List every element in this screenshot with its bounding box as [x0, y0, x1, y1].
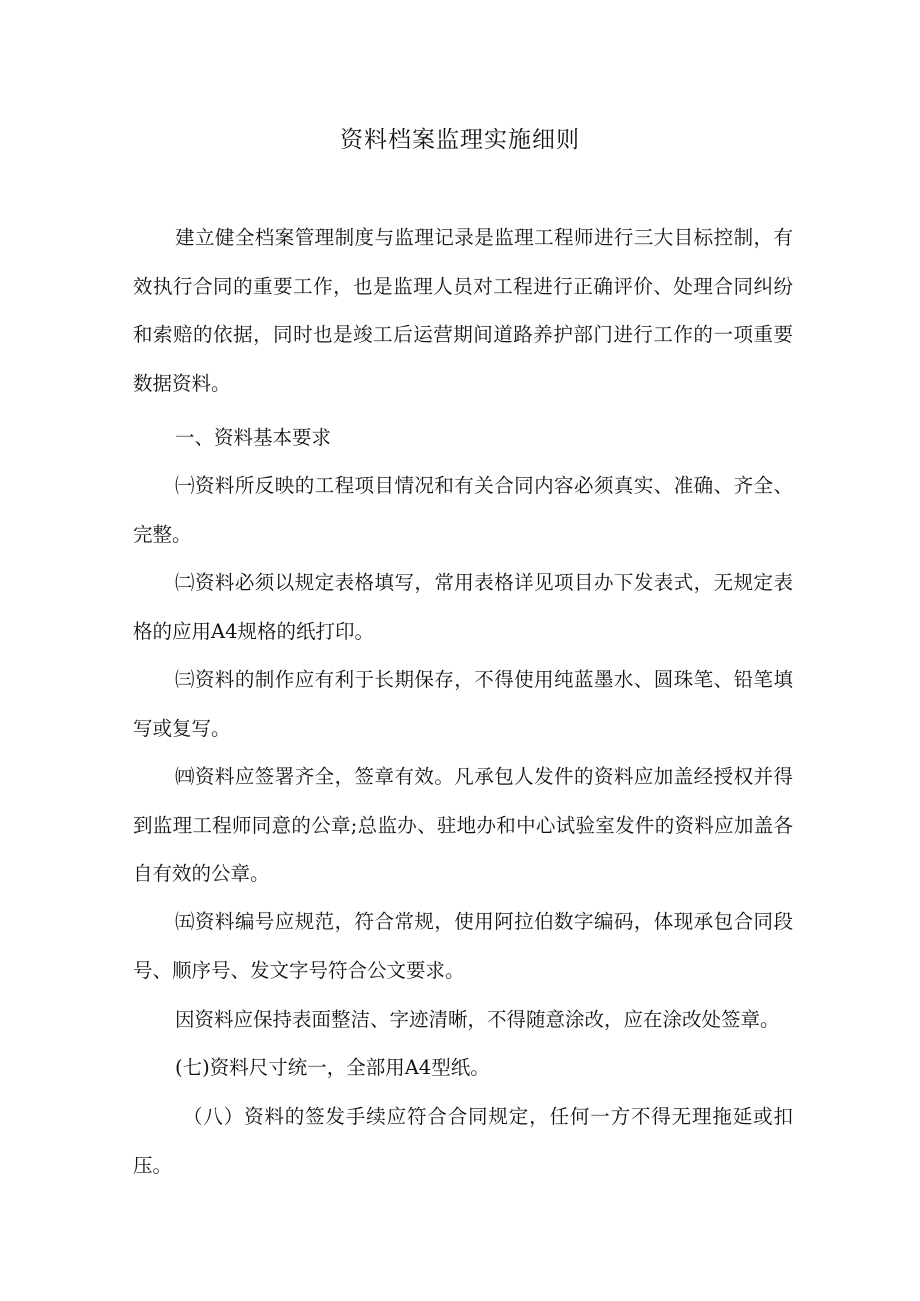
section-heading: 一、资料基本要求 — [175, 426, 332, 449]
requirement-item-8: （八）资料的签发手续应符合合同规定，任何一方不得无理拖延或扣压。 — [133, 1105, 793, 1177]
requirement-item-1: ㈠资料所反映的工程项目情况和有关合同内容必须真实、准确、齐全、完整。 — [133, 474, 793, 546]
intro-paragraph: 建立健全档案管理制度与监理记录是监理工程师进行三大目标控制，有效执行合同的重要工作，也是监理人员对工程进行正确评价、处理合同纠纷和索赔的依据，同时也是竣工后运营期间道路养护部门进行工作的一项重要数据资料。 — [133, 226, 793, 395]
requirement-item-5: ㈤资料编号应规范，符合常规，使用阿拉伯数字编码，体现承包合同段号、顺序号、发文字号符合公文要求。 — [133, 910, 793, 982]
requirement-item-7: (七)资料尺寸统一，全部用A4型纸。 — [175, 1056, 490, 1079]
requirement-item-4: ㈣资料应签署齐全，签章有效。凡承包人发件的资料应加盖经授权并得到监理工程师同意的公章;总监办、驻地办和中心试验室发件的资料应加盖各自有效的公章。 — [133, 765, 793, 885]
requirement-item-6: 因资料应保持表面整洁、字迹清晰，不得随意涂改，应在涂改处签章。 — [175, 1008, 780, 1031]
requirement-item-2: ㈡资料必须以规定表格填写，常用表格详见项目办下发表式，无规定表格的应用A4规格的纸打印。 — [133, 571, 793, 643]
requirement-item-3: ㈢资料的制作应有利于长期保存，不得使用纯蓝墨水、圆珠笔、铅笔填写或复写。 — [133, 668, 793, 740]
document-title: 资料档案监理实施细则 — [340, 127, 580, 153]
